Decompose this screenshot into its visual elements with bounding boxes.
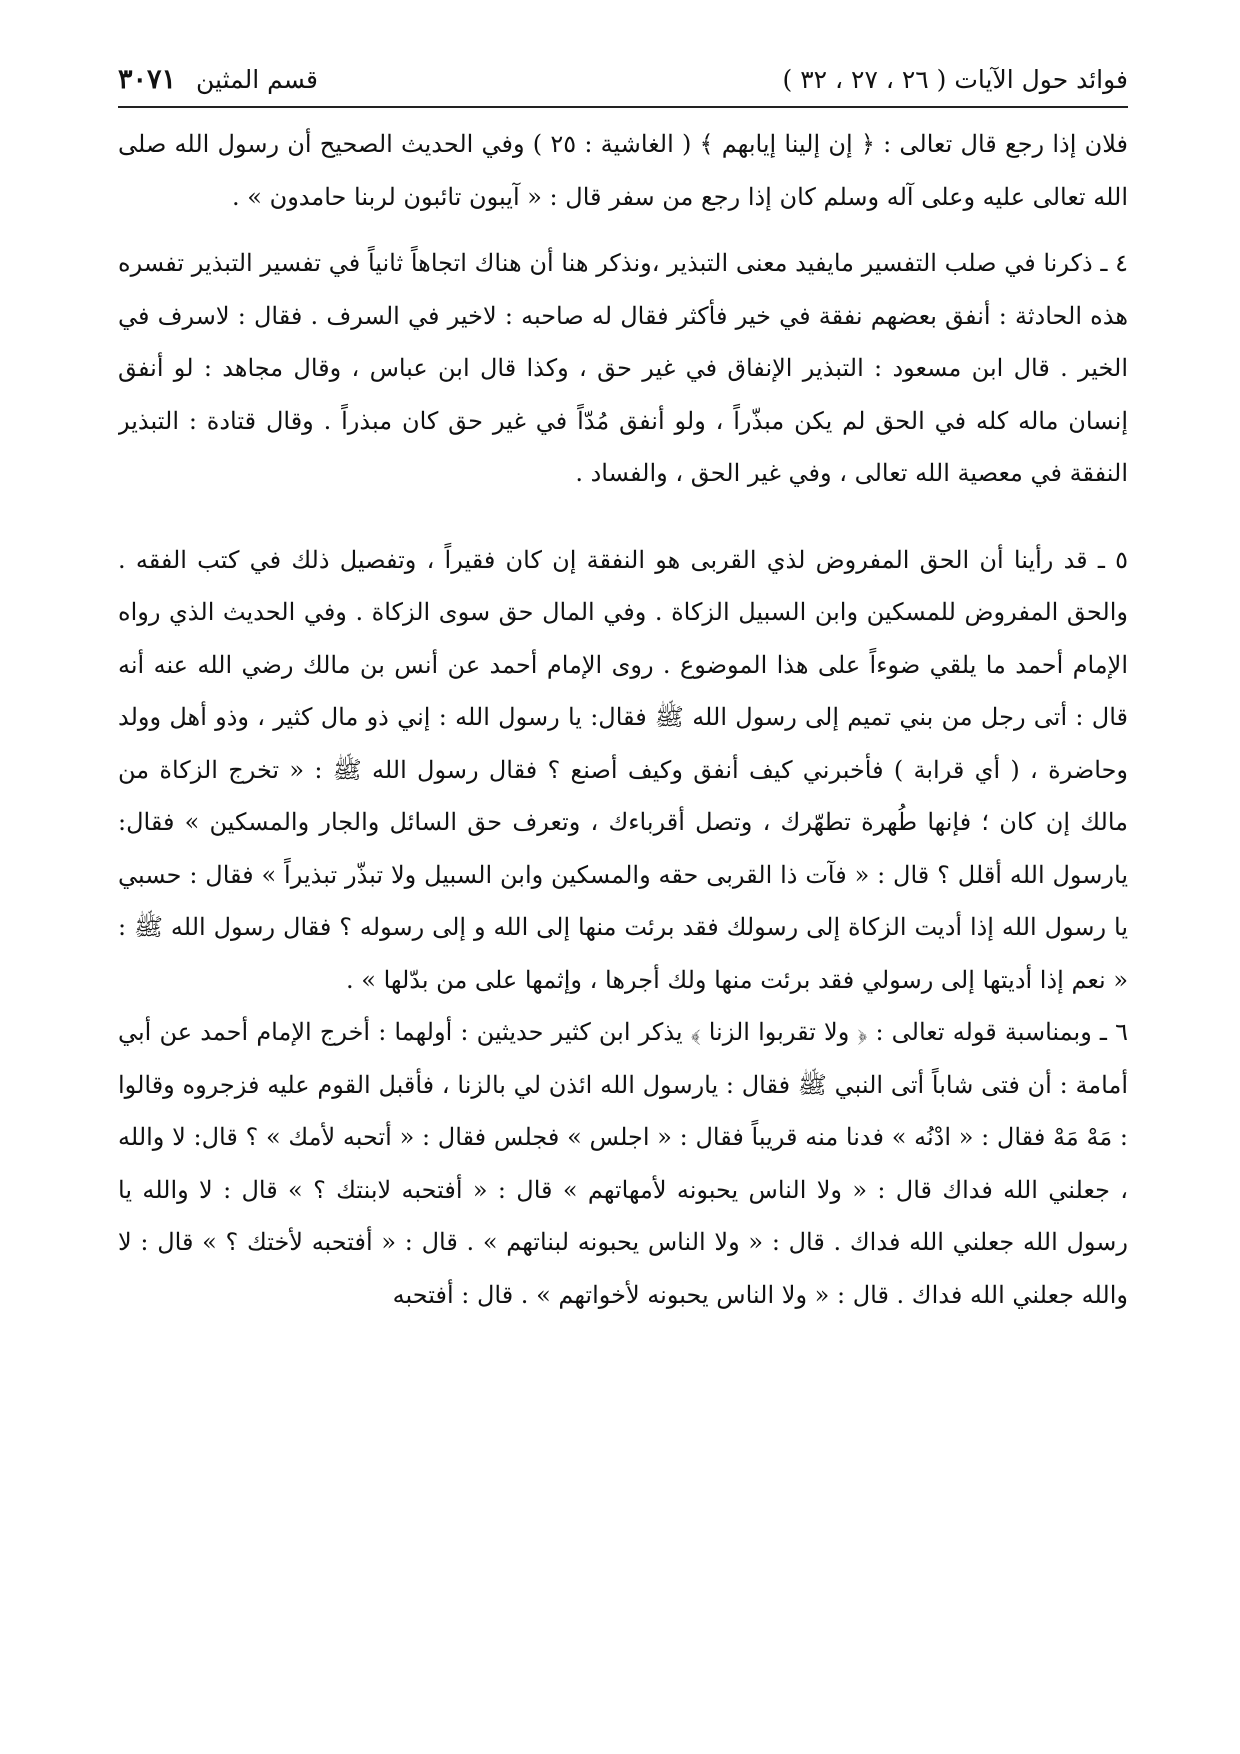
- header-rule: [118, 106, 1128, 108]
- paragraph-point-6: ٦ ـ وبمناسبة قوله تعالى : ﴿ ولا تقربوا الزنا ﴾ يذكر ابن كثير حديثين : أولهما : أخرج الإمام أحمد عن أبي أمامة : أن فتى شاباً أتى النبي ﷺ فقال : يارسول الله ائذن لي بالزنا ، فأقبل القوم عليه فزجروه وقالوا : مَهْ مَهْ فقال : « ادْنُه » فدنا منه قريباً فقال : « اجلس » فجلس فقال : « أتحبه لأمك » ؟ قال: لا والله ، جعلني الله فداك قال : « ولا الناس يحبونه لأمهاتهم » قال : « أفتحبه لابنتك ؟ » قال : لا والله يا رسول الله جعلني الله فداك . قال : « ولا الناس يحبونه لبناتهم » . قال : « أفتحبه لأختك ؟ » قال : لا والله جعلني الله فداك . قال : « ولا الناس يحبونه لأخواتهم » . قال : أفتحبه: [118, 1018, 1128, 1309]
- header-left-group: [118, 60, 318, 100]
- page-number: ٣٠٧١: [118, 64, 177, 95]
- paragraph-point-5: ٥ ـ قد رأينا أن الحق المفروض لذي القربى هو النفقة إن كان فقيراً ، وتفصيل ذلك في كتب الفقه . والحق المفروض للمسكين وابن السبيل الزكاة . وفي المال حق سوى الزكاة . وفي الحديث الذي رواه الإمام أحمد ما يلقي ضوءاً على هذا الموضوع . روى الإمام أحمد عن أنس بن مالك رضي الله عنه أنه قال : أتى رجل من بني تميم إلى رسول الله ﷺ فقال: يا رسول الله : إني ذو مال كثير ، وذو أهل وولد وحاضرة ، ( أي قرابة ) فأخبرني كيف أنفق وكيف أصنع ؟ فقال رسول الله ﷺ : « تخرج الزكاة من مالك إن كان ؛ فإنها طُهرة تطهّرك ، وتصل أقرباءك ، وتعرف حق السائل والجار والمسكين » فقال: يارسول الله أقلل ؟ قال : « فآت ذا القربى حقه والمسكين وابن السبيل ولا تبذّر تبذيراً » فقال : حسبي يا رسول الله إذا أديت الزكاة إلى رسولك فقد برئت منها إلى الله و إلى رسوله ؟ فقال رسول الله ﷺ : « نعم إذا أديتها إلى رسولي فقد برئت منها ولك أجرها ، وإثمها على من بدّلها » .: [118, 545, 1128, 994]
- document-page: [118, 60, 1128, 1720]
- page-header: [118, 60, 1128, 106]
- paragraph-continuation: فلان إذا رجع قال تعالى : ﴿ إن إلينا إيابهم ﴾ ( الغاشية : ٢٥ ) وفي الحديث الصحيح أن رسول الله صلى الله تعالى عليه وعلى آله وسلم كان إذا رجع من سفر قال : « آيبون تائبون لربنا حامدون » .: [118, 130, 1128, 211]
- section-name: قسم المثين: [196, 65, 318, 94]
- paragraph-point-4: ٤ ـ ذكرنا في صلب التفسير مايفيد معنى التبذير ،ونذكر هنا أن هناك اتجاهاً ثانياً في تفسير التبذير تفسره هذه الحادثة : أنفق بعضهم نفقة في خير فأكثر فقال له صاحبه : لاخير في السرف . فقال : لاسرف في الخير . قال ابن مسعود : التبذير الإنفاق في غير حق ، وكذا قال ابن عباس ، وقال مجاهد : لو أنفق إنسان ماله كله في الحق لم يكن مبذّراً ، ولو أنفق مُدّاً في غير حق كان مبذراً . وقال قتادة : التبذير النفقة في معصية الله تعالى ، وفي غير الحق ، والفساد .: [118, 249, 1128, 487]
- running-title: فوائد حول الآيات ( ٢٦ ، ٢٧ ، ٣٢ ): [782, 65, 1128, 94]
